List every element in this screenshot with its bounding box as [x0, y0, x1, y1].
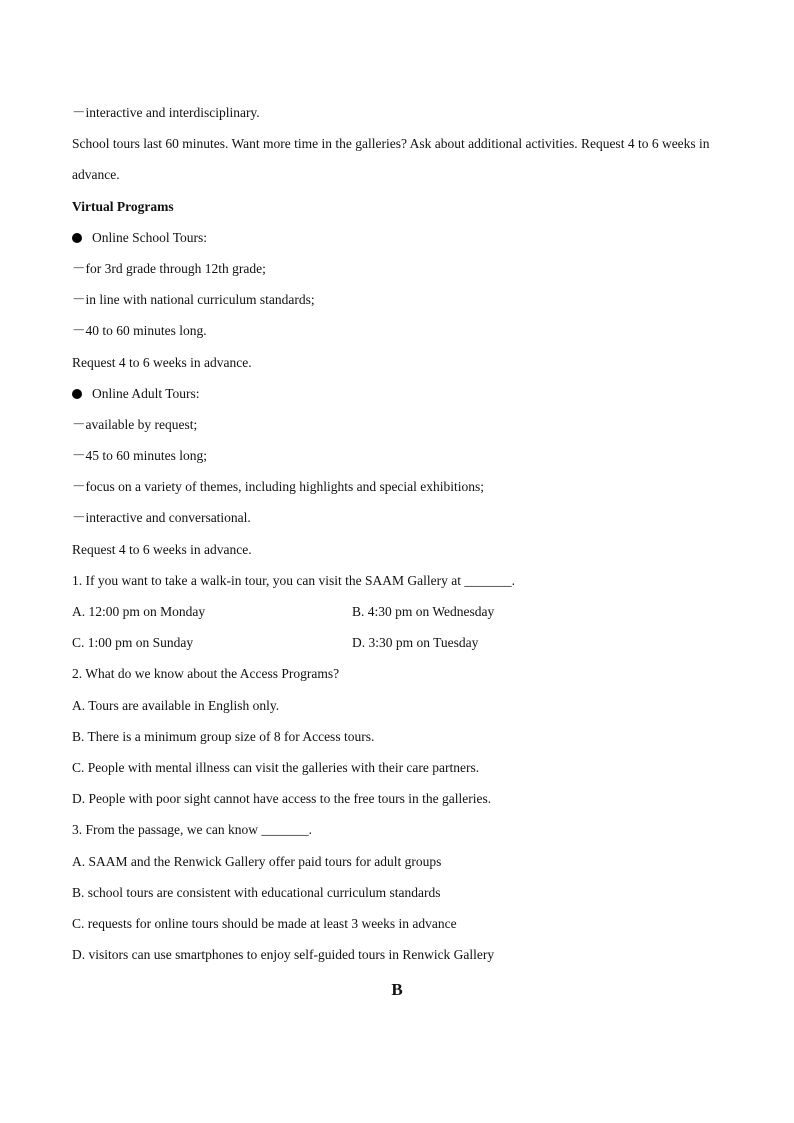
list-item: －for 3rd grade through 12th grade;	[72, 260, 266, 276]
list-item: －in line with national curriculum standards;	[72, 292, 315, 308]
option-c: C. requests for online tours should be made at least 3 weeks in advance	[72, 915, 457, 931]
list-item: －available by request;	[72, 416, 198, 432]
section-letter-heading: B	[391, 980, 403, 999]
bullet-dot-icon	[72, 233, 82, 243]
passage-paragraph: School tours last 60 minutes. Want more time in the galleries? Ask about additional activities. Request 4 to 6 weeks in advance.	[72, 136, 710, 183]
option-d: D. People with poor sight cannot have access to the free tours in the galleries.	[72, 791, 492, 807]
list-item: －interactive and conversational.	[72, 510, 251, 526]
section-heading-virtual-programs: Virtual Programs	[72, 198, 174, 214]
option-d: D. visitors can use smartphones to enjoy self-guided tours in Renwick Gallery	[72, 947, 495, 963]
option-d: D. 3:30 pm on Tuesday	[352, 635, 479, 651]
option-a: A. SAAM and the Renwick Gallery offer paid tours for adult groups	[72, 853, 442, 869]
bullet-title: Online School Tours:	[92, 229, 208, 245]
bullet-title: Online Adult Tours:	[92, 385, 200, 401]
bullet-dot-icon	[72, 389, 82, 399]
list-item: －focus on a variety of themes, including highlights and special exhibitions;	[72, 479, 485, 495]
question-stem-2: 2. What do we know about the Access Programs?	[72, 666, 340, 682]
bullet-online-adult-tours	[72, 378, 732, 409]
option-row	[72, 596, 732, 627]
option-a: A. 12:00 pm on Monday	[72, 604, 206, 620]
option-b: B. 4:30 pm on Wednesday	[352, 604, 495, 620]
option-b: B. school tours are consistent with educational curriculum standards	[72, 884, 441, 900]
list-item: －40 to 60 minutes long.	[72, 323, 207, 339]
passage-line: －interactive and interdisciplinary.	[72, 105, 260, 120]
question-stem-3: 3. From the passage, we can know _______.	[72, 822, 312, 838]
option-c: C. People with mental illness can visit the galleries with their care partners.	[72, 759, 480, 775]
list-item: －45 to 60 minutes long;	[72, 448, 207, 464]
request-note: Request 4 to 6 weeks in advance.	[72, 541, 252, 557]
request-note: Request 4 to 6 weeks in advance.	[72, 354, 252, 370]
option-a: A. Tours are available in English only.	[72, 697, 280, 713]
passage-content	[72, 97, 732, 970]
question-stem-1: 1. If you want to take a walk-in tour, you can visit the SAAM Gallery at _______.	[72, 572, 515, 588]
option-b: B. There is a minimum group size of 8 for Access tours.	[72, 728, 375, 744]
option-c: C. 1:00 pm on Sunday	[72, 635, 194, 651]
bullet-online-school-tours	[72, 222, 732, 253]
option-row	[72, 627, 732, 658]
